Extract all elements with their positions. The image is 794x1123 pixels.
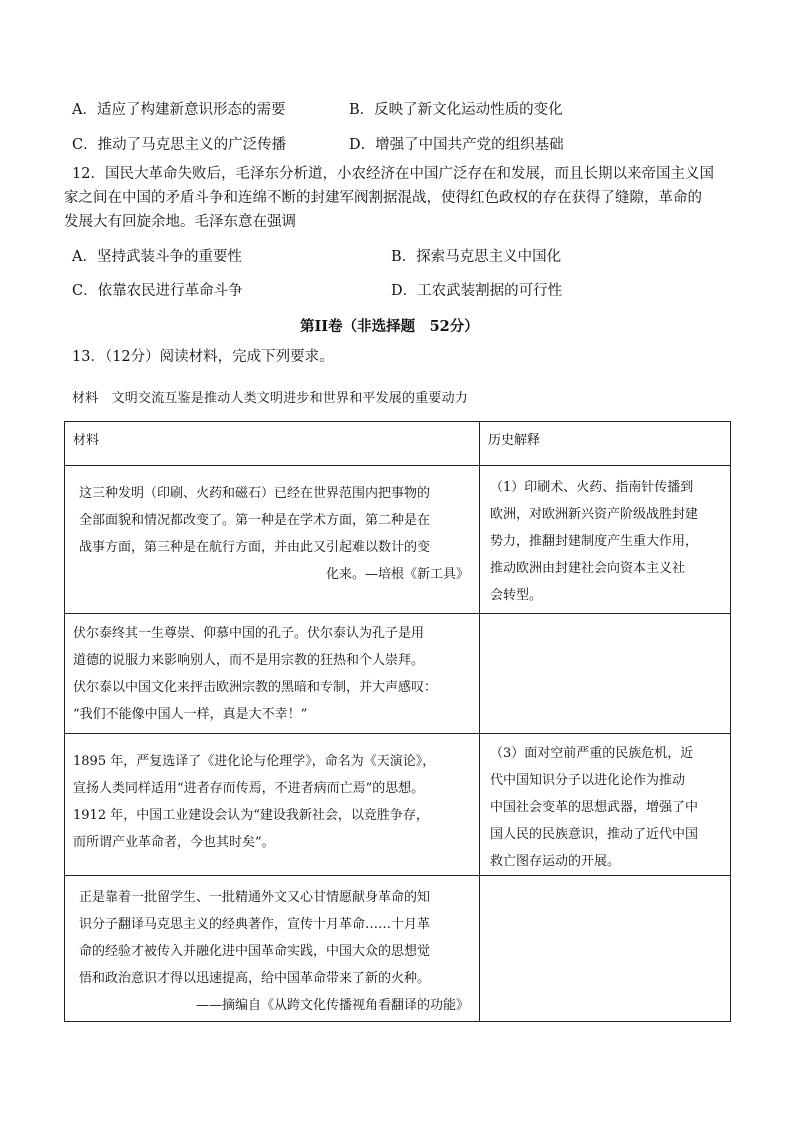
q12-option-b: B．探索马克思主义中国化	[391, 249, 562, 265]
history-cell-1	[480, 466, 731, 614]
material-table	[64, 421, 731, 1022]
row1-left-source: 化来。—培根《新工具》	[325, 567, 469, 582]
row3-right-line-3: 中国社会变革的思想武器，增强了中	[490, 800, 699, 815]
row4-left-line-1: 正是靠着一批留学生、一批精通外文又心甘情愿献身革命的知	[79, 890, 431, 905]
header-cell-history	[480, 422, 731, 466]
q11-option-a: A．适应了构建新意识形态的需要	[72, 102, 286, 118]
row3-right-line-1: （3）面对空前严重的民族危机，近	[490, 746, 694, 761]
row1-right-line-4: 推动欧洲由封建社会向资本主义社	[490, 561, 686, 576]
material-cell-4	[65, 876, 480, 1022]
row3-left-line-4: 而所谓产业革命者，今也其时矣”。	[73, 835, 275, 850]
history-cell-2-empty	[480, 614, 731, 734]
row1-left-line-3: 战事方面，第三种是在航行方面，并由此又引起难以数计的变	[79, 540, 431, 555]
row1-left-line-2: 全部面貌和情况都改变了。第一种是在学术方面，第二种是在	[79, 513, 431, 528]
row4-left-line-2: 识分子翻译马克思主义的经典著作，宣传十月革命……十月革	[79, 917, 431, 932]
row2-left-line-2: 道德的说服力来影响别人，而不是用宗教的狂热和个人崇拜。	[73, 653, 425, 668]
q12-stem-line-2: 家之间在中国的矛盾斗争和连绵不断的封建军阀割据混战，使得红色政权的存在获得了缝隙，革命的	[64, 190, 702, 206]
table-row	[65, 734, 731, 876]
q11-option-c: C．推动了马克思主义的广泛传播	[72, 137, 287, 153]
row3-left-line-3: 1912 年，中国工业建设会认为“建设我新社会，以竞胜争存，	[73, 808, 429, 823]
header-cell-material	[65, 422, 480, 466]
row3-right-line-5: 救亡图存运动的开展。	[490, 854, 621, 869]
q11-option-b: B．反映了新文化运动性质的变化	[349, 102, 563, 118]
table-row	[65, 614, 731, 734]
material-cell-1	[65, 466, 480, 614]
row4-left-source: ——摘编自《从跨文化传播视角看翻译的功能》	[195, 998, 469, 1013]
q12-stem-line-3: 发展大有回旋余地。毛泽东意在强调	[64, 214, 296, 230]
row2-left-line-3: 伏尔泰以中国文化来抨击欧洲宗教的黑暗和专制，并大声感叹：	[73, 680, 438, 695]
q12-stem-line-1: 12．国民大革命失败后，毛泽东分析道，小农经济在中国广泛存在和发展，而且长期以来帝国主义国	[72, 166, 714, 182]
q12-option-a: A．坚持武装斗争的重要性	[72, 249, 242, 265]
row2-left-line-1: 伏尔泰终其一生尊崇、仰慕中国的孔子。伏尔泰认为孔子是用	[73, 626, 425, 641]
header-history-label: 历史解释	[488, 433, 541, 448]
row3-left-line-1: 1895 年，严复选译了《进化论与伦理学》，命名为《天演论》，	[73, 754, 436, 769]
row1-right-line-5: 会转型。	[490, 588, 543, 603]
row3-right-line-4: 国人民的民族意识，推动了近代中国	[490, 827, 699, 842]
q12-option-d: D．工农武装割据的可行性	[391, 283, 563, 299]
row1-right-line-2: 欧洲，对欧洲新兴资产阶级战胜封建	[490, 507, 699, 522]
row3-right-line-2: 代中国知识分子以进化论作为推动	[490, 773, 686, 788]
material-cell-3	[65, 734, 480, 876]
row1-left-line-1: 这三种发明（印刷、火药和磁石）已经在世界范围内把事物的	[79, 486, 431, 501]
row2-left-line-4: “我们不能像中国人一样，真是大不幸！”	[73, 707, 308, 722]
table-header-row	[65, 422, 731, 466]
table-row	[65, 876, 731, 1022]
section-title: 第II卷（非选择题 52分）	[300, 318, 479, 335]
history-cell-3	[480, 734, 731, 876]
q13-stem: 13．（12分）阅读材料，完成下列要求。	[72, 349, 334, 365]
header-material-label: 材料	[73, 433, 100, 448]
q11-option-d: D．增强了中国共产党的组织基础	[349, 137, 564, 153]
table-row	[65, 466, 731, 614]
history-cell-4-empty	[480, 876, 731, 1022]
row1-right-line-1: （1）印刷术、火药、指南针传播到	[490, 480, 694, 495]
row4-left-line-3: 命的经验才被传入并融化进中国革命实践，中国大众的思想觉	[79, 944, 431, 959]
material-caption: 材料 文明交流互鉴是推动人类文明进步和世界和平发展的重要动力	[72, 391, 469, 406]
row4-left-line-4: 悟和政治意识才得以迅速提高，给中国革命带来了新的火种。	[79, 971, 431, 986]
q12-option-c: C．依靠农民进行革命斗争	[72, 283, 243, 299]
row3-left-line-2: 宣扬人类同样适用“进者存而传焉，不进者病而亡焉”的思想。	[73, 781, 425, 796]
material-cell-2	[65, 614, 480, 734]
row1-right-line-3: 势力，推翻封建制度产生重大作用，	[490, 534, 699, 549]
